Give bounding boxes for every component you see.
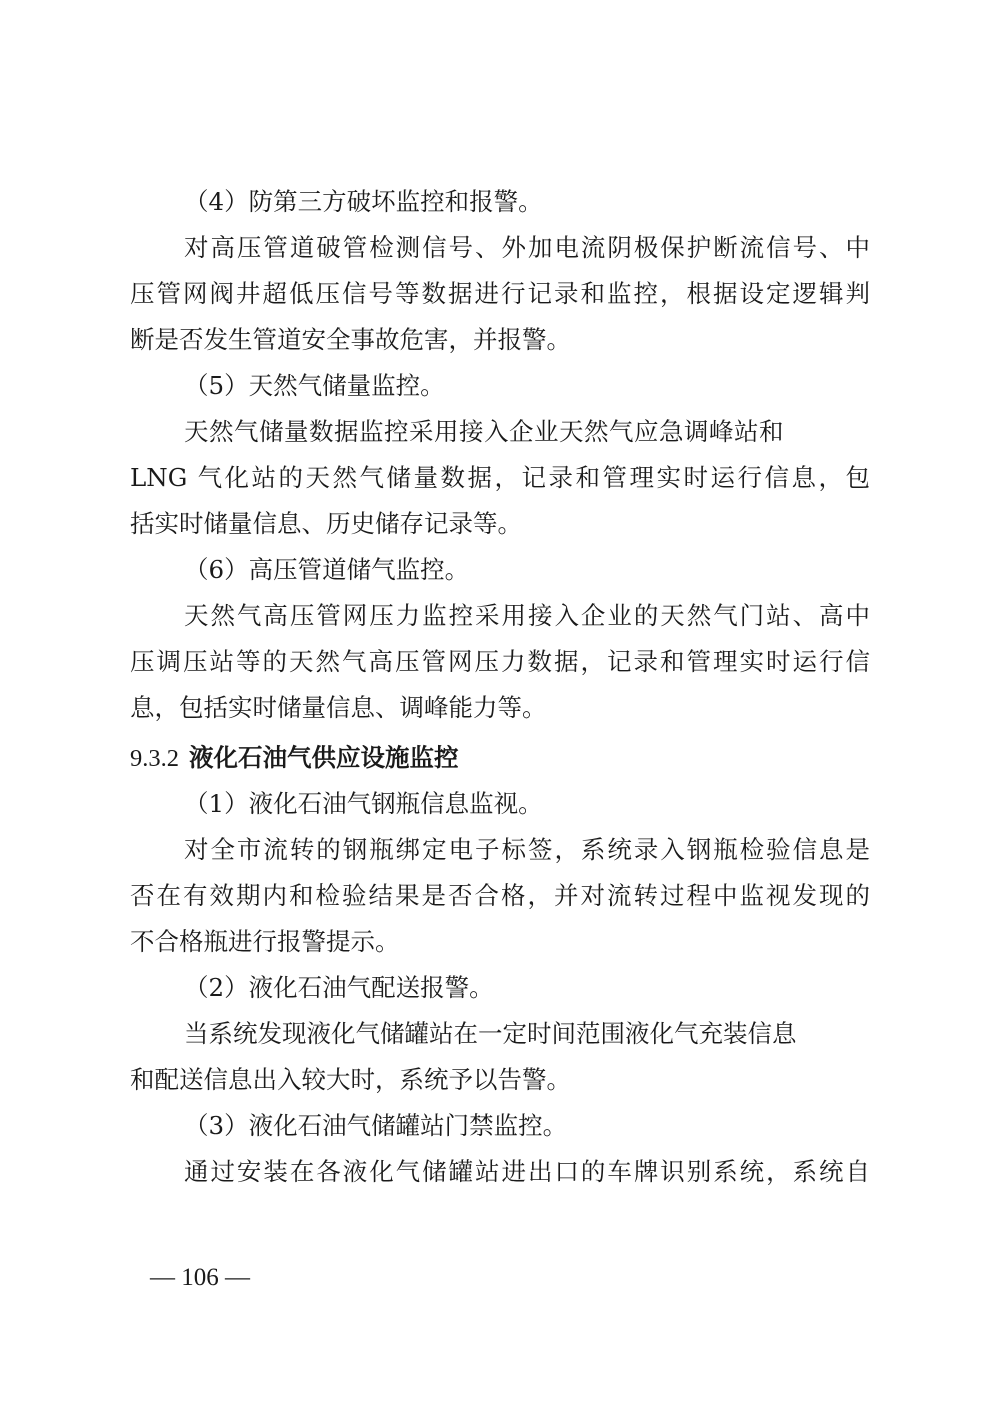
item-5-line-1: 天然气储量数据监控采用接入企业天然气应急调峰站和 bbox=[184, 417, 784, 446]
sub-2-line-1: 当系统发现液化气储罐站在一定时间范围液化气充装信息 bbox=[184, 1019, 797, 1048]
sub-2-title: （2）液化石油气配送报警。 bbox=[184, 973, 494, 1002]
item-5-line-2: LNG 气化站的天然气储量数据，记录和管理实时运行信息，包 bbox=[130, 463, 870, 492]
sub-1-line-1: 对全市流转的钢瓶绑定电子标签，系统录入钢瓶检验信息是 bbox=[184, 835, 870, 864]
sub-3-line-1: 通过安装在各液化气储罐站进出口的车牌识别系统，系统自 bbox=[184, 1157, 870, 1186]
section-number: 9.3.2 bbox=[130, 745, 179, 772]
item-6-line-2: 压调压站等的天然气高压管网压力数据，记录和管理实时运行信 bbox=[130, 647, 870, 676]
item-6-line-3: 息，包括实时储量信息、调峰能力等。 bbox=[130, 693, 547, 722]
item-4-line-3: 断是否发生管道安全事故危害，并报警。 bbox=[130, 325, 571, 354]
item-6-line-1: 天然气高压管网压力监控采用接入企业的天然气门站、高中 bbox=[184, 601, 870, 630]
section-title: 液化石油气供应设施监控 bbox=[189, 743, 459, 772]
item-4-line-1: 对高压管道破管检测信号、外加电流阴极保护断流信号、中 bbox=[184, 233, 870, 262]
sub-1-title: （1）液化石油气钢瓶信息监视。 bbox=[184, 789, 543, 818]
sub-2-line-2: 和配送信息出入较大时，系统予以告警。 bbox=[130, 1065, 571, 1094]
item-4-line-2: 压管网阀井超低压信号等数据进行记录和监控，根据设定逻辑判 bbox=[130, 279, 870, 308]
page-number: — 106 — bbox=[150, 1264, 250, 1291]
page-body bbox=[130, 179, 870, 1195]
item-5-title: （5）天然气储量监控。 bbox=[184, 371, 445, 400]
sub-3-title: （3）液化石油气储罐站门禁监控。 bbox=[184, 1111, 568, 1140]
item-6-title: （6）高压管道储气监控。 bbox=[184, 555, 470, 584]
item-4-title: （4）防第三方破坏监控和报警。 bbox=[184, 187, 543, 216]
section-heading bbox=[130, 735, 870, 781]
sub-1-line-3: 不合格瓶进行报警提示。 bbox=[130, 927, 400, 956]
sub-1-line-2: 否在有效期内和检验结果是否合格，并对流转过程中监视发现的 bbox=[130, 881, 870, 910]
item-5-line-3: 括实时储量信息、历史储存记录等。 bbox=[130, 509, 522, 538]
